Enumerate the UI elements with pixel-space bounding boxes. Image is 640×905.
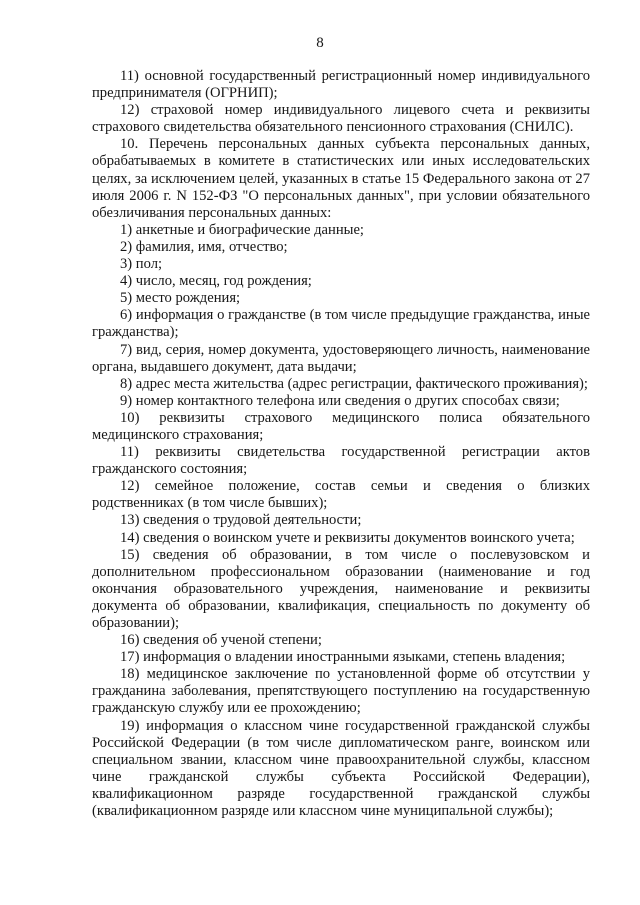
paragraph-section-10: 10. Перечень персональных данных субъекта персональных данных, обрабатываемых в комитете в статистических или иных исследовательских целях, за исключением целей, указанных в статье 15 Федерального закона от 27 июля 2006 г. N 152-ФЗ "О персональных данных", при условии обязательного обезличивания персональных данных:: [92, 136, 590, 221]
list-item: 13) сведения о трудовой деятельности;: [120, 512, 362, 529]
list-item: 15) сведения об образовании, в том числе о послевузовском и дополнительном профессиональном образовании (наименование и год окончания образовательного учреждения, наименование и реквизиты документа об образовании, квалификация, специальность по документу об образовании);: [92, 546, 590, 631]
list-item: 16) сведения об ученой степени;: [120, 632, 322, 649]
list-item: 18) медицинское заключение по установленной форме об отсутствии у гражданина заболевания, препятствующего поступлению на государственную гражданскую службу или ее прохождению;: [92, 666, 590, 717]
list-item: 9) номер контактного телефона или сведения о других способах связи;: [120, 392, 560, 409]
list-item: 12) семейное положение, состав семьи и сведения о близких родственниках (в том числе бывших);: [92, 478, 590, 512]
list-item: 19) информация о классном чине государственной гражданской службы Российской Федерации (в том числе дипломатическом ранге, воинском или специальном звании, классном чине правоохранительной службы, классном чине гражданской службы субъекта Российской Федерации), квалификационном разряде государственной гражданской службы (квалификационном разряде или классном чине муниципальной службы);: [92, 717, 590, 820]
list-item: 1) анкетные и биографические данные;: [120, 221, 364, 238]
paragraph-snils: 12) страховой номер индивидуального лицевого счета и реквизиты страхового свидетельства обязательного пенсионного страхования (СНИЛС).: [92, 102, 590, 136]
list-item: 4) число, месяц, год рождения;: [120, 273, 312, 290]
list-item: 14) сведения о воинском учете и реквизиты документов воинского учета;: [120, 529, 575, 546]
page-number: 8: [316, 35, 324, 51]
list-item: 5) место рождения;: [120, 290, 241, 307]
list-item: 17) информация о владении иностранными языками, степень владения;: [120, 649, 566, 666]
list-item: 6) информация о гражданстве (в том числе предыдущие гражданства, иные гражданства);: [92, 307, 590, 341]
list-item: 3) пол;: [120, 256, 163, 273]
list-item: 8) адрес места жительства (адрес регистрации, фактического проживания);: [120, 375, 588, 392]
document-body: [92, 68, 590, 820]
list-item: 7) вид, серия, номер документа, удостоверяющего личность, наименование органа, выдавшего документ, дата выдачи;: [92, 341, 590, 375]
list-item: 2) фамилия, имя, отчество;: [120, 238, 288, 255]
list-item: 10) реквизиты страхового медицинского полиса обязательного медицинского страхования;: [92, 409, 590, 443]
paragraph-ogrnip: 11) основной государственный регистрационный номер индивидуального предпринимателя (ОГРНИП);: [92, 68, 590, 102]
list-item: 11) реквизиты свидетельства государственной регистрации актов гражданского состояния;: [92, 444, 590, 478]
